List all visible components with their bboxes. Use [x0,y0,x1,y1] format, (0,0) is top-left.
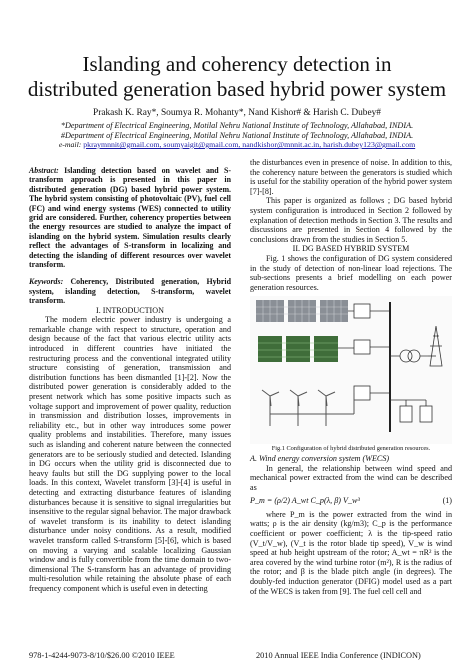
intro-text: The modern electric power industry is undergoing a remarkable change with respect to structure, operation and design because of the fact that various electric utility acts introduced in different countries have initiated the restructuring process and the conventional integrated utility structure consisting of generation, transmission and distribution functions has been dismantled [1]-[2]. Now the distributed power generation is considerably added to the present network which has some positive impacts such as voltage support and improvement of power quality, reduction in transmission and distribution losses, improvements in reliability etc., but in other way introduces some power quality problems and instabilities. Therefore, many issues such as islanding and coherent nature between the connected generators are to be seriously studied and detected. Islanding in DG occurs when the utility grid is disconnected due to heavy faults but still the DG supplying power to the local loads. In this context, Wavelet transform [3]-[4] is useful in detecting and extracting disturbance features of islanding disturbances because it is sensitive to signal irregularities but insensitive to the regular signal behavior. The major drawback of wavelet transform is its inability to detect islanding disturbance under noisy conditions. As a result, modified wavelet transform called S-transform [5]-[6], which is based on moving a varying and scalable localizing Gaussian window and is fully convertible from the time domain to two-dimensional The S-transform has an advantage of providing multi-resolution while retaining the absolute phase of each frequency component which is useful even in detecting [29,315,231,593]
equation-body [250,496,360,506]
email-links[interactable]: pkraymnnit@gmail.com, soumyaigit@gmail.com, nandkishor@mnnit.ac.in, harish.dubey123@gmail.com [83,140,416,149]
keywords [29,277,231,305]
abstract-label: Abstract: [29,166,59,175]
abstract-text: Islanding detection based on wavelet and S-transform approach is presented in this paper in distributed generation (DG) based hybrid power system. The hybrid system consisting of photovoltaic (PV), fuel cell (FC) and wind energy systems (WES) connected to utility grid are considered. Further, coherency properties between the energy resources are studied to analyze the impact of islanding on the hybrid system. Simulation results clearly reflect the advantages of S-transform in localizing and detecting the islanding of different resources over wavelet transform. [29,166,231,270]
title-line-1: Islanding and coherency detection in [82,52,392,76]
affiliation-2: #Department of Electrical Engineering, Motilal Nehru National Institute of Technology, Allahabad, INDIA. [60,131,414,140]
right-para-2: This paper is organized as follows ; DG based hybrid system configuration is introduced in Section 2 followed by explanation of detection methods in Section 3. The results and discussions are presented in Section 4 followed by the conclusions drawn from the studies in Section 5. [250,196,452,244]
abstract [29,166,231,269]
pv-array-icon [256,300,348,322]
equation-1 [250,496,452,506]
hybrid-system-diagram [250,296,452,444]
keywords-text: Coherency, Distributed generation, Hybrid system, islanding detection, S-transform, wavelet transform. [29,277,231,306]
section-heading-intro: I. INTRODUCTION [96,305,164,315]
figure-caption: Fig.1 Configuration of hybrid distributed generation resources. [271,445,431,453]
affiliation-1: *Department of Electrical Engineering, Motilal Nehru National Institute of Technology, Allahabad, INDIA. [60,121,414,130]
email-label: e-mail: [58,140,82,149]
title-line-2: distributed generation based hybrid power system [27,77,447,101]
email-line [0,140,474,149]
footer-conference: 2010 Annual IEEE India Conference (INDICON) [256,651,421,660]
right-para-3: Fig. 1 shows the configuration of DG system considered in the study of detection of non-linear load rejections. The sub-sections presents a brief modelling on each power generation resources. [250,253,452,292]
figure-1 [250,296,452,444]
keywords-label: Keywords: [29,277,64,287]
right-para-1: the disturbances even in presence of noise. In addition to this, the coherency nature between the generators is studied which is useful for the stability operation of the hybrid power system [7]-[8]. [250,158,452,196]
author-list: Prakash K. Ray*, Soumya R. Mohanty*, Nand Kishor# & Harish C. Dubey# [93,108,381,118]
equation-lhs: P_m = [250,496,275,506]
left-column [29,166,231,594]
right-para-5: where P_m is the power extracted from the wind in watts; ρ is the air density (kg/m3); C_p is the performance coefficient or power coefficient; λ is the tip-speed ratio (V_t/V_w), (V_t is the rotor blade tip speed), V_w is wind speed at hub height upstream of the rotor; A_wt = πR² is the area covered by the wind turbine rotor (m²), R is the radius of the rotor; and β is the blade pitch angle (in degrees). The doubly-fed induction generator (DFIG) model used as a part of the WECS is taken from [9]. The fuel cell cell and [250,509,452,596]
equation-rhs: (ρ/2) A_wt C_p(λ, β) V_w³ [274,496,360,506]
equation-number: (1) [442,496,452,506]
section-heading-2: II. DG BASED HYBRID SYSTEM [292,244,410,254]
subsection-heading-wecs: A. Wind energy conversion system (WECS) [250,453,390,463]
right-column [250,158,452,596]
footer-copyright: 978-1-4244-9073-8/10/$26.00 ©2010 IEEE [29,651,175,660]
fuel-cell-icon [258,336,338,362]
right-para-4: In general, the relationship between wind speed and mechanical power extracted from the wind can be described as [250,463,452,492]
paper-title [0,52,474,102]
